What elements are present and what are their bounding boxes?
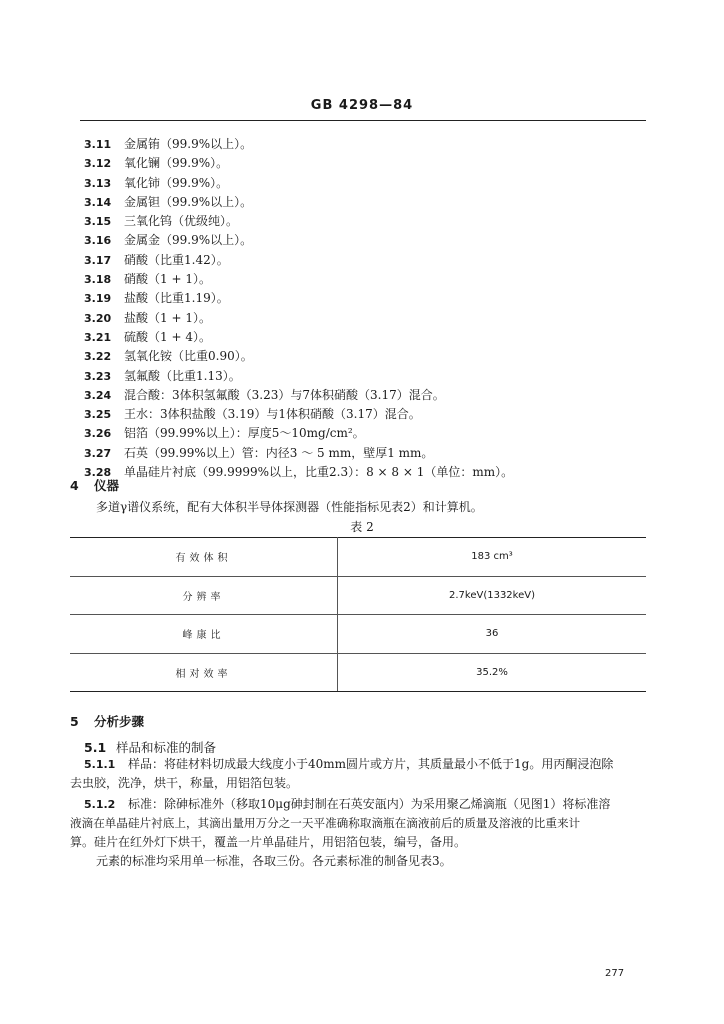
section-5-heading — [70, 712, 144, 730]
item-number: 3.22 — [84, 350, 112, 364]
subsection-number: 5.1.1 — [84, 758, 116, 771]
section-title: 分析步骤 — [94, 714, 145, 729]
list-item — [84, 347, 644, 366]
item-number: 3.13 — [84, 176, 112, 190]
list-item — [84, 328, 644, 347]
item-text: 单晶硅片衬底（99.9999%以上，比重2.3）：8 × 8 × 1（单位：mm）。 — [124, 465, 514, 480]
item-text: 氢氟酸（比重1.13）。 — [124, 368, 241, 383]
item-text: 硝酸（1 + 1）。 — [124, 272, 211, 287]
page-header-standard-code: GB 4298—84 — [310, 98, 414, 113]
item-text: 石英（99.99%以上）管：内径3 ～ 5 mm，壁厚1 mm。 — [124, 445, 434, 460]
page-number: 277 — [605, 968, 625, 979]
item-text: 铝箔（99.99%以上）：厚度5～10mg/cm²。 — [124, 426, 365, 441]
item-number: 3.19 — [84, 292, 112, 306]
reagent-list — [84, 135, 644, 482]
item-number: 3.28 — [84, 466, 112, 480]
list-item — [84, 386, 644, 405]
list-item — [84, 154, 644, 173]
list-item — [84, 424, 644, 443]
table-cell-label: 有效体积 — [70, 538, 338, 577]
paragraph-line: 算。硅片在红外灯下烘干，覆盖一片单晶硅片，用铝箔包装，编号，备用。 — [70, 835, 467, 849]
table-cell-label: 相对效率 — [70, 653, 338, 692]
item-text: 硝酸（比重1.42）。 — [124, 252, 229, 267]
list-item — [84, 367, 644, 386]
item-text: 王水：3体积盐酸（3.19）与1体积硝酸（3.17）混合。 — [124, 407, 421, 422]
item-number: 3.24 — [84, 388, 112, 402]
item-number: 3.21 — [84, 330, 112, 344]
section-5-1-1-paragraph — [84, 755, 613, 775]
list-item — [84, 405, 644, 424]
table-cell-label: 分辨率 — [70, 576, 338, 615]
header-rule — [80, 120, 646, 121]
paragraph-line: 去虫胶，洗净，烘干，称量，用铝箔包装。 — [70, 776, 299, 790]
list-item — [84, 231, 644, 250]
section-4-heading — [70, 476, 119, 494]
item-text: 氧化镧（99.9%）。 — [124, 156, 229, 171]
list-item — [84, 270, 644, 289]
item-number: 3.27 — [84, 446, 112, 460]
item-number: 3.18 — [84, 273, 112, 287]
list-item — [84, 251, 644, 270]
section-number: 4 — [70, 478, 79, 493]
table-row — [70, 653, 646, 692]
item-text: 金属金（99.9%以上）。 — [124, 233, 253, 248]
subsection-number: 5.1 — [84, 740, 107, 755]
table-cell-value: 36 — [338, 615, 647, 654]
item-text: 盐酸（比重1.19）。 — [124, 291, 229, 306]
item-text: 氧化铈（99.9%）。 — [124, 175, 229, 190]
item-number: 3.15 — [84, 215, 112, 229]
item-number: 3.16 — [84, 234, 112, 248]
table-2 — [70, 537, 646, 692]
item-number: 3.20 — [84, 311, 112, 325]
item-number: 3.23 — [84, 369, 112, 383]
list-item — [84, 309, 644, 328]
list-item — [84, 463, 644, 482]
list-item — [84, 135, 644, 154]
list-item — [84, 289, 644, 308]
table-2-caption: 表 2 — [350, 520, 374, 534]
list-item — [84, 444, 644, 463]
subsection-number: 5.1.2 — [84, 798, 116, 811]
item-text: 混合酸：3体积氢氟酸（3.23）与7体积硝酸（3.17）混合。 — [124, 387, 445, 402]
section-title: 仪器 — [94, 478, 120, 493]
list-item — [84, 174, 644, 193]
list-item — [84, 212, 644, 231]
item-number: 3.26 — [84, 427, 112, 441]
paragraph-line: 液滴在单晶硅片衬底上，其滴出量用万分之一天平准确称取滴瓶在滴液前后的质量及溶液的比重来计 — [70, 816, 581, 830]
item-number: 3.11 — [84, 138, 112, 151]
item-text: 盐酸（1 + 1）。 — [124, 310, 211, 325]
item-text: 三氧化钨（优级纯）。 — [124, 214, 239, 229]
item-text: 金属铕（99.9%以上）。 — [124, 137, 253, 151]
table-cell-value: 2.7keV(1332keV) — [338, 576, 647, 615]
table-row — [70, 576, 646, 615]
closing-paragraph: 元素的标准均采用单一标准，各取三份。各元素标准的制备见表3。 — [96, 854, 452, 868]
paragraph-line: 标准：除砷标准外（移取10μg砷封制在石英安瓿内）为采用聚乙烯滴瓶（见图1）将标准溶 — [128, 797, 611, 811]
item-text: 氢氧化铵（比重0.90）。 — [124, 349, 253, 364]
item-text: 金属钽（99.9%以上）。 — [124, 194, 253, 209]
list-item — [84, 193, 644, 212]
section-number: 5 — [70, 714, 79, 729]
item-number: 3.12 — [84, 157, 112, 171]
item-number: 3.14 — [84, 195, 112, 209]
subsection-title: 样品和标准的制备 — [116, 740, 217, 755]
section-5-1-2-paragraph — [84, 795, 610, 815]
table-row — [70, 538, 646, 577]
paragraph-line: 样品：将硅材料切成最大线度小于40mm圆片或方片，其质量最小不低于1g。用丙酮浸泡除 — [128, 757, 614, 771]
section-4-text: 多道γ谱仪系统，配有大体积半导体探测器（性能指标见表2）和计算机。 — [96, 500, 483, 514]
item-number: 3.17 — [84, 253, 112, 267]
section-5-1-heading — [84, 738, 216, 756]
table-cell-value: 183 cm³ — [338, 538, 647, 577]
item-text: 硫酸（1 + 4）。 — [124, 329, 211, 344]
item-number: 3.25 — [84, 408, 112, 422]
table-cell-label: 峰康比 — [70, 615, 338, 654]
table-cell-value: 35.2% — [338, 653, 647, 692]
table-row — [70, 615, 646, 654]
